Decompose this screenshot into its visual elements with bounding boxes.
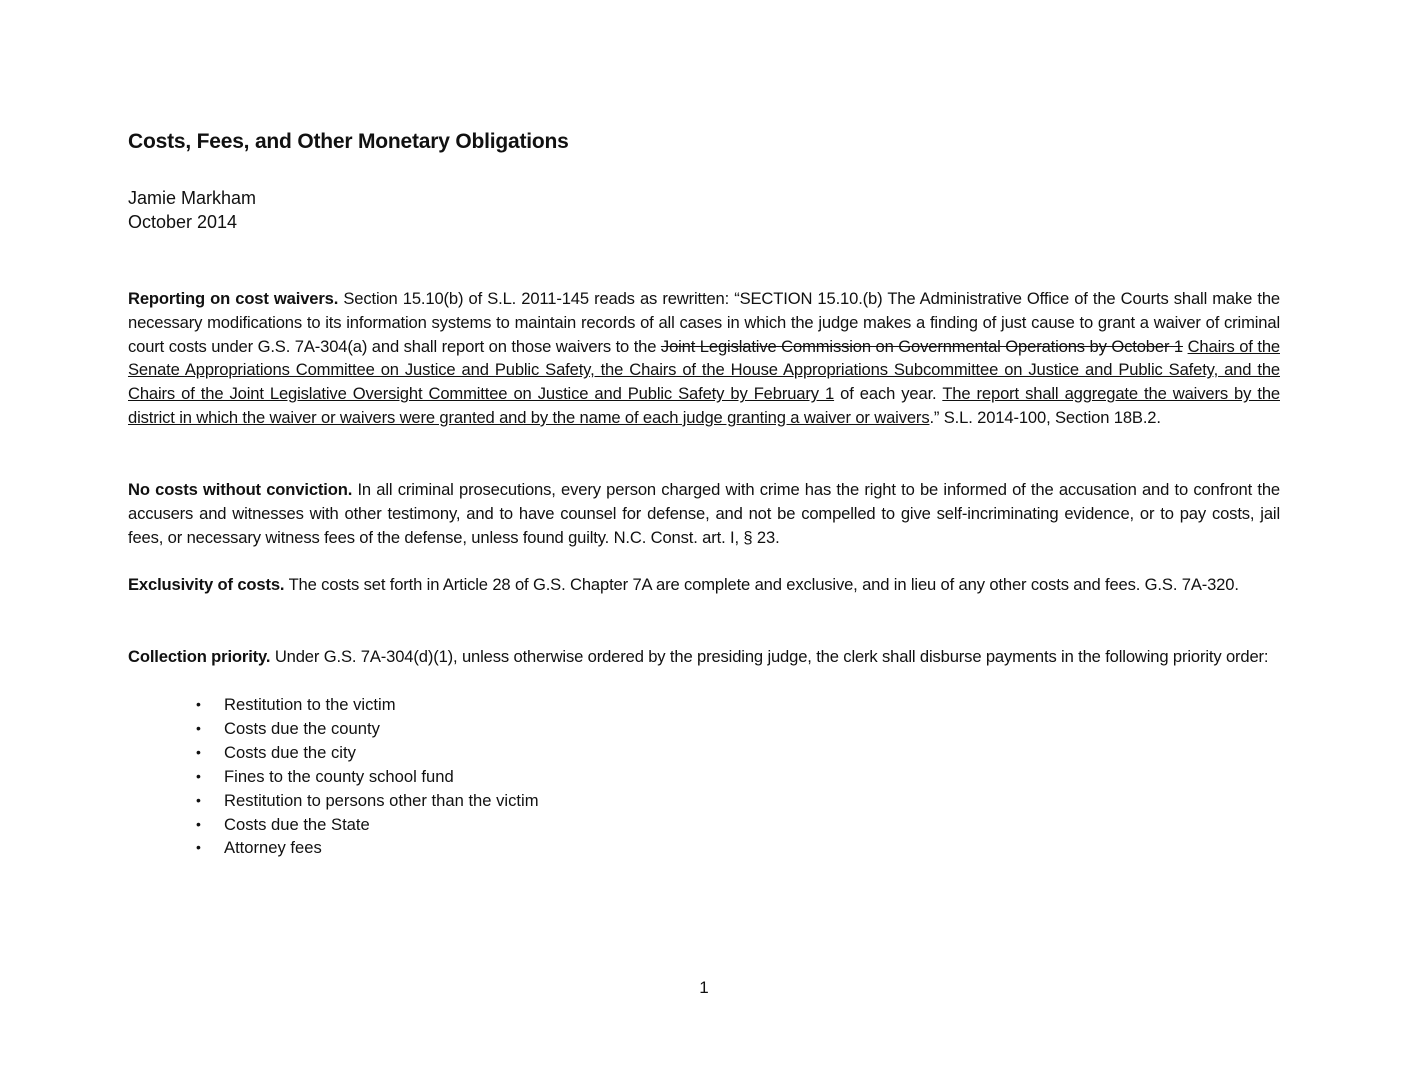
inserted-text: Chairs of the Senate Appropriations Committee on Justice and Public Safety, the Chairs of the House Appropriations Subcommittee on Justice and Public Safety, and the Chairs of the Joint Legislative Oversight Committee on Justice and Public Safety by February 1: [128, 336, 1280, 404]
bullet-icon: •: [196, 719, 201, 736]
list-item-text: Restitution to the victim: [224, 695, 396, 714]
list-item: [190, 765, 539, 789]
paragraph-text: Under G.S. 7A-304(d)(1), unless otherwise ordered by the presiding judge, the clerk shall disburse payments in the following priority order:: [270, 647, 1269, 666]
bullet-icon: •: [196, 815, 201, 832]
list-item: [190, 836, 539, 860]
paragraph-text: Section 15.10(b) of S.L. 2011-145 reads as rewritten: “SECTION 15.10.(b) The Administrative Office of the Courts shall make the necessary modifications to its information systems to maintain records of all cases in which the judge makes a finding of just cause to grant a waiver of criminal court costs under G.S. 7A-304(a) and shall report on those waivers to the: [128, 289, 1280, 356]
list-item: [190, 717, 539, 741]
list-item: [190, 741, 539, 765]
list-item-text: Fines to the county school fund: [224, 766, 454, 786]
document-date: October 2014: [128, 212, 238, 232]
list-item-text: Attorney fees: [224, 838, 322, 858]
list-item: [190, 693, 539, 717]
paragraph-text: of each year.: [834, 384, 943, 404]
bullet-icon: •: [196, 791, 201, 808]
list-item: [190, 789, 539, 813]
bullet-icon: •: [196, 696, 201, 712]
paragraph-no-costs-without-conviction: [128, 478, 1280, 549]
paragraph-reporting-on-cost-waivers: [128, 287, 1280, 430]
bullet-icon: •: [196, 743, 201, 760]
paragraph-collection-priority: [128, 645, 1280, 669]
inserted-text: The report shall aggregate the waivers by the district in which the waiver or waivers were granted and by the name of each judge granting a waiver or waivers: [128, 384, 1280, 427]
struck-text: Joint Legislative Commission on Governmental Operations by October 1: [660, 336, 1183, 356]
list-item-text: Costs due the city: [224, 742, 356, 762]
bullet-icon: •: [196, 767, 201, 784]
paragraph-heading: Reporting on cost waivers.: [128, 289, 339, 308]
paragraph-text: .” S.L. 2014-100, Section 18B.2.: [929, 407, 1161, 427]
list-item-text: Costs due the county: [224, 718, 380, 738]
list-item: [190, 813, 539, 837]
list-item-text: Costs due the State: [224, 814, 370, 834]
paragraph-heading: Exclusivity of costs.: [128, 575, 285, 594]
paragraph-exclusivity-of-costs: [128, 573, 1280, 597]
paragraph-heading: No costs without conviction.: [128, 480, 353, 499]
bullet-icon: •: [196, 839, 201, 856]
paragraph-text: In all criminal prosecutions, every person charged with crime has the right to be informed of the accusation and to confront the accusers and witnesses with other testimony, and to have counsel for defense, and not be compelled to give self-incriminating evidence, or to pay costs, jail fees, or necessary witness fees of the defense, unless found guilty. N.C. Const. art. I, § 23.: [128, 480, 1280, 547]
list-item-text: Restitution to persons other than the victim: [224, 790, 539, 810]
page-number: 1: [699, 978, 709, 997]
priority-list: [190, 693, 539, 860]
author-name: Jamie Markham: [128, 188, 257, 208]
paragraph-heading: Collection priority.: [128, 647, 271, 666]
paragraph-text: The costs set forth in Article 28 of G.S. Chapter 7A are complete and exclusive, and in lieu of any other costs and fees. G.S. 7A-320.: [284, 575, 1239, 594]
document-title: Costs, Fees, and Other Monetary Obligations: [128, 130, 569, 153]
